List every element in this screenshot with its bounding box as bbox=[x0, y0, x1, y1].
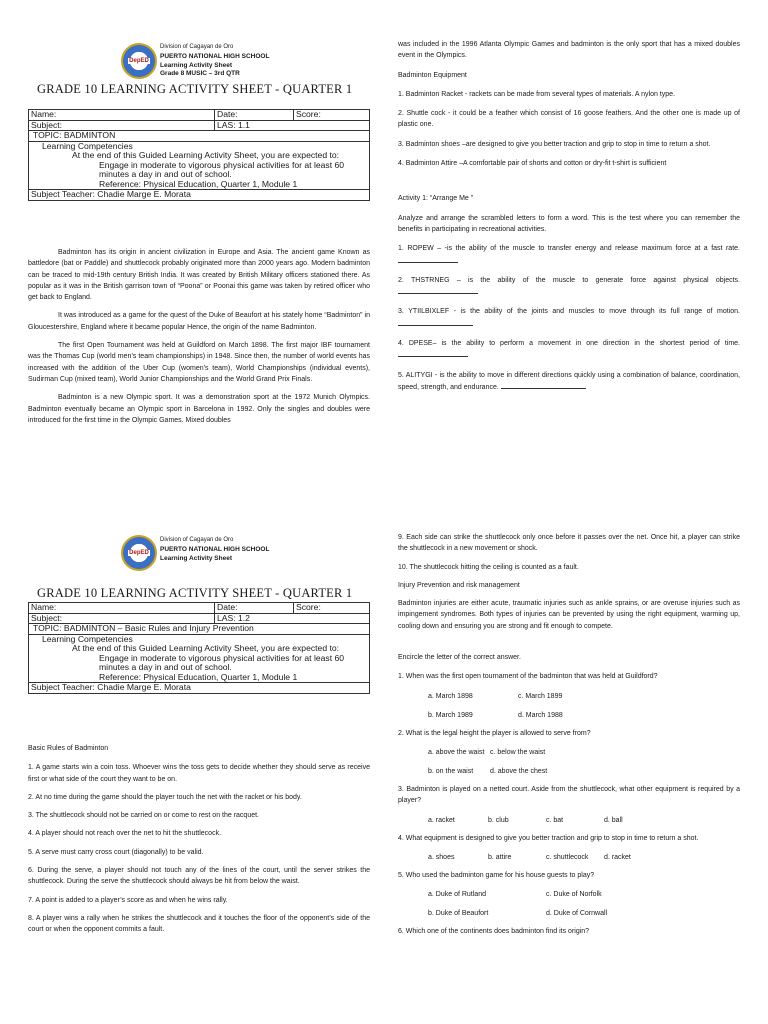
option[interactable]: c. shuttlecock bbox=[546, 853, 589, 861]
scramble-item bbox=[398, 370, 740, 394]
rule-item: 5. A serve must carry cross court (diagonally) to be valid. bbox=[28, 848, 204, 856]
rule-item: 8. A player wins a rally when he strikes the shuttlecock and it touches the floor of the opponent’s side of the court or when the opponent commits a fault. bbox=[28, 914, 370, 934]
name-field[interactable]: Name: bbox=[29, 110, 215, 121]
logo-text: DepED bbox=[129, 550, 149, 556]
answer-blank[interactable] bbox=[398, 286, 478, 294]
topic-label: TOPIC: BADMINTON bbox=[29, 131, 370, 142]
question-options bbox=[398, 691, 740, 702]
school-header bbox=[160, 536, 360, 563]
school-name: PUERTO NATIONAL HIGH SCHOOL bbox=[160, 546, 270, 553]
name-field[interactable]: Name: bbox=[29, 603, 215, 614]
scramble-text: 2. THSTRNEG – is the ability of the muscle to generate force against physical objects. bbox=[398, 276, 740, 284]
activity-heading: Activity 1: “Arrange Me ” bbox=[398, 195, 474, 203]
equipment-heading: Badminton Equipment bbox=[398, 71, 467, 79]
option[interactable]: c. bat bbox=[546, 816, 564, 824]
question-options bbox=[398, 852, 740, 863]
question-options bbox=[398, 766, 740, 777]
las-number: LAS: 1.2 bbox=[215, 613, 370, 624]
right-column bbox=[398, 532, 740, 937]
school-name: PUERTO NATIONAL HIGH SCHOOL bbox=[160, 53, 270, 60]
question: 3. Badminton is played on a netted court. Aside from the shuttlecock, what other equipment is required by a player? bbox=[398, 785, 740, 805]
scramble-item bbox=[398, 243, 740, 267]
rule-item: 1. A game starts win a coin toss. Whoever wins the toss gets to decide whether they should serve as receive first or what side of the court they want to be on. bbox=[28, 764, 370, 783]
las-number: LAS: 1.1 bbox=[215, 120, 370, 131]
paragraph: The first Open Tournament was held at Guildford on March 1898. The first major IBF tournament was the Thomas Cup (world men’s team championships) in 1948. Since then, the number of world events has increased with the addition of the Uber Cup (women’s team), World Championships (individual events), Sudirman Cup (mixed team), World Junior Championships and the World Grand Prix Finals. bbox=[28, 342, 370, 383]
option[interactable]: a. above the waist bbox=[428, 748, 485, 756]
option[interactable]: b. Duke of Beaufort bbox=[428, 910, 489, 918]
question-options bbox=[398, 815, 740, 826]
rule-item: 2. At no time during the game should the player touch the net with the racket or his body. bbox=[28, 793, 302, 801]
answer-blank[interactable] bbox=[501, 381, 586, 389]
paragraph: Badminton is a new Olympic sport. It was a demonstration sport at the 1972 Munich Olympics. Badminton eventually became an Olympic sport in Barcelona in 1992. Only the singles and doubles were introduced for the first time in the Olympic Games. Mixed doubles bbox=[28, 394, 370, 424]
rules-column bbox=[28, 743, 370, 936]
question: 2. What is the legal height the player is allowed to serve from? bbox=[398, 729, 591, 737]
topic-label: TOPIC: BADMINTON – Basic Rules and Injury Prevention bbox=[29, 624, 370, 635]
rules-heading: Basic Rules of Badminton bbox=[28, 745, 109, 752]
rule-item: 6. During the serve, a player should not touch any of the lines of the court, until the server strikes the shuttlecock. During the serve the shuttlecock should always be hit from below the waist. bbox=[28, 867, 370, 886]
injury-heading: Injury Prevention and risk management bbox=[398, 581, 520, 589]
grade-title: GRADE 10 LEARNING ACTIVITY SHEET - QUARTER 1 bbox=[37, 586, 353, 600]
option[interactable]: d. racket bbox=[604, 853, 631, 861]
scramble-text: 5. ALITYGI - is the ability to move in different directions quickly using a combination of balance, coordination, speed, strength, and endurance. bbox=[398, 371, 740, 391]
teacher-label: Subject Teacher: Chadie Marge E. Morata bbox=[29, 683, 370, 694]
division-label: Division of Cagayan de Oro bbox=[160, 537, 234, 543]
injury-text: Badminton injuries are either acute, traumatic injuries such as ankle sprains, or are overuse injuries such as impingement syndromes. Both types of injuries can be prevented by using the right equipment, warming up, cooling down and ensuring you are strong and fit enough to compete. bbox=[398, 600, 740, 630]
activity-intro: Analyze and arrange the scrambled letters to form a word. This is the test where you can remember the benefits in participating in recreational activities. bbox=[398, 214, 740, 233]
score-field[interactable]: Score: bbox=[294, 603, 370, 614]
grade-title: GRADE 10 LEARNING ACTIVITY SHEET - QUARTER 1 bbox=[37, 82, 353, 96]
competencies-engage: Engage in moderate to vigorous physical activities for at least 60 minutes a day in and out of school. bbox=[99, 159, 345, 179]
option[interactable]: b. attire bbox=[488, 853, 512, 861]
competencies-heading: Learning Competencies bbox=[42, 633, 133, 644]
reference-label: Reference: Physical Education, Quarter 1, Module 1 bbox=[99, 178, 298, 189]
option[interactable]: d. ball bbox=[604, 816, 623, 824]
question: 6. Which one of the continents does badminton find its origin? bbox=[398, 928, 590, 936]
scramble-text: 4. DPESE– is the ability to perform a movement in one direction in the shortest period of time. bbox=[398, 340, 740, 348]
option[interactable]: c. below the waist bbox=[490, 748, 546, 756]
subject-field[interactable]: Subject: bbox=[29, 120, 215, 131]
logo-text: DepED bbox=[129, 58, 149, 64]
scramble-text: 3. YTIILBIXLEF - is the ability of the joints and muscles to move through its full range of motion. bbox=[398, 308, 740, 316]
option[interactable]: b. on the waist bbox=[428, 767, 474, 775]
scramble-item bbox=[398, 306, 740, 330]
question-options bbox=[398, 889, 740, 900]
competencies-block bbox=[29, 141, 370, 190]
question: 5. Who used the badminton game for his house guests to play? bbox=[398, 871, 595, 879]
answer-blank[interactable] bbox=[398, 318, 473, 326]
equipment-item: 2. Shuttle cock - it could be a feather which consist of 16 goose feathers. And the other one is made up of plastic one. bbox=[398, 110, 740, 129]
info-table bbox=[28, 602, 370, 694]
option[interactable]: c. Duke of Norfolk bbox=[546, 891, 602, 899]
rule-item: 7. A point is added to a player’s score as and when he wins rally. bbox=[28, 896, 228, 904]
question-options bbox=[398, 908, 740, 919]
option[interactable]: a. shoes bbox=[428, 853, 455, 861]
right-column bbox=[398, 39, 740, 393]
question-options bbox=[398, 710, 740, 721]
encircle-instruction: Encircle the letter of the correct answer. bbox=[398, 654, 521, 662]
equipment-item: 1. Badminton Racket - rackets can be made from several types of materials. A nylon type. bbox=[398, 90, 676, 98]
info-table bbox=[28, 109, 370, 201]
option[interactable]: d. March 1988 bbox=[518, 711, 563, 719]
answer-blank[interactable] bbox=[398, 255, 458, 263]
school-logo bbox=[121, 535, 157, 571]
date-field[interactable]: Date: bbox=[215, 110, 294, 121]
scramble-item bbox=[398, 275, 740, 299]
sheet-label: Learning Activity Sheet bbox=[160, 62, 232, 69]
page-1 bbox=[0, 0, 768, 500]
paragraph: Badminton has its origin in ancient civilization in Europe and Asia. The ancient game Known as battledore (bat or Paddle) and shuttlecock probably originated more than 2000 years ago. Modern badminton can be traced to mid-19th century British India. It was created by British Military officers stationed there. As popular as it was in the British garrison town of “Poona” or Poonai this game was taken by retired officer who get back to England. bbox=[28, 249, 370, 302]
school-header bbox=[160, 43, 360, 78]
option[interactable]: a. March 1898 bbox=[428, 692, 473, 700]
competencies-engage: Engage in moderate to vigorous physical activities for at least 60 minutes a day in and out of school. bbox=[99, 652, 345, 672]
question: 1. When was the first open tournament of the badminton that was held at Guildford? bbox=[398, 673, 658, 681]
rule-item: 10. The shuttlecock hitting the ceiling is counted as a fault. bbox=[398, 563, 579, 571]
competencies-intro: At the end of this Guided Learning Activity Sheet, you are expected to: bbox=[72, 150, 340, 160]
option[interactable]: b. club bbox=[488, 816, 509, 824]
paragraph: It was introduced as a game for the quest of the Duke of Beaufort at his stately home “Badminton” in Gloucestershire, England where it became popular Hence, the origin of the name Badminton. bbox=[28, 312, 370, 331]
school-logo bbox=[121, 43, 157, 79]
rule-item: 4. A player should not reach over the net to hit the shuttlecock. bbox=[28, 830, 222, 838]
teacher-label: Subject Teacher: Chadie Marge E. Morata bbox=[29, 190, 370, 201]
score-field[interactable]: Score: bbox=[294, 110, 370, 121]
option[interactable]: a. racket bbox=[428, 816, 455, 824]
overlap-subtitle: Grade 8 MUSIC – 3rd QTR bbox=[160, 70, 240, 77]
answer-blank[interactable] bbox=[398, 349, 468, 357]
history-text bbox=[28, 247, 370, 426]
competencies-block bbox=[29, 634, 370, 683]
page-2 bbox=[0, 505, 768, 1024]
date-field[interactable]: Date: bbox=[215, 603, 294, 614]
option[interactable]: d. above the chest bbox=[490, 767, 548, 775]
equipment-item: 3. Badminton shoes –are designed to give you better traction and grip to stop in time to return a shot. bbox=[398, 140, 711, 148]
equipment-item: 4. Badminton Attire –A comfortable pair of shorts and cotton or dry-fit t-shirt is sufficient bbox=[398, 160, 667, 168]
sheet-label: Learning Activity Sheet bbox=[160, 555, 232, 562]
scramble-text: 1. ROPEW – -is the ability of the muscle to transfer energy and release maximum force at a fast rate. bbox=[398, 245, 740, 253]
rule-item: 3. The shuttlecock should not be carried on or come to rest on the racquet. bbox=[28, 812, 260, 820]
option[interactable]: d. Duke of Cornwall bbox=[546, 910, 608, 918]
question-options bbox=[398, 747, 740, 758]
question: 4. What equipment is designed to give you better traction and grip to stop in time to return a shot. bbox=[398, 834, 699, 842]
division-label: Division of Cagayan de Oro bbox=[160, 44, 234, 50]
rule-item: 9. Each side can strike the shuttlecock only once before it passes over the net. Once hit, a player can strike the shuttlecock in a new movement or shock. bbox=[398, 534, 740, 553]
competencies-heading: Learning Competencies bbox=[42, 140, 133, 151]
option[interactable]: a. Duke of Rutland bbox=[428, 891, 486, 899]
olympics-continuation: was included in the 1996 Atlanta Olympic Games and badminton is the only sport that has a mixed doubles event in the Olympics. bbox=[398, 41, 740, 60]
scramble-item bbox=[398, 338, 740, 362]
competencies-intro: At the end of this Guided Learning Activity Sheet, you are expected to: bbox=[72, 643, 340, 653]
option[interactable]: b. March 1989 bbox=[428, 711, 473, 719]
subject-field[interactable]: Subject: bbox=[29, 613, 215, 624]
reference-label: Reference: Physical Education, Quarter 1, Module 1 bbox=[99, 671, 298, 682]
option[interactable]: c. March 1899 bbox=[518, 692, 563, 700]
